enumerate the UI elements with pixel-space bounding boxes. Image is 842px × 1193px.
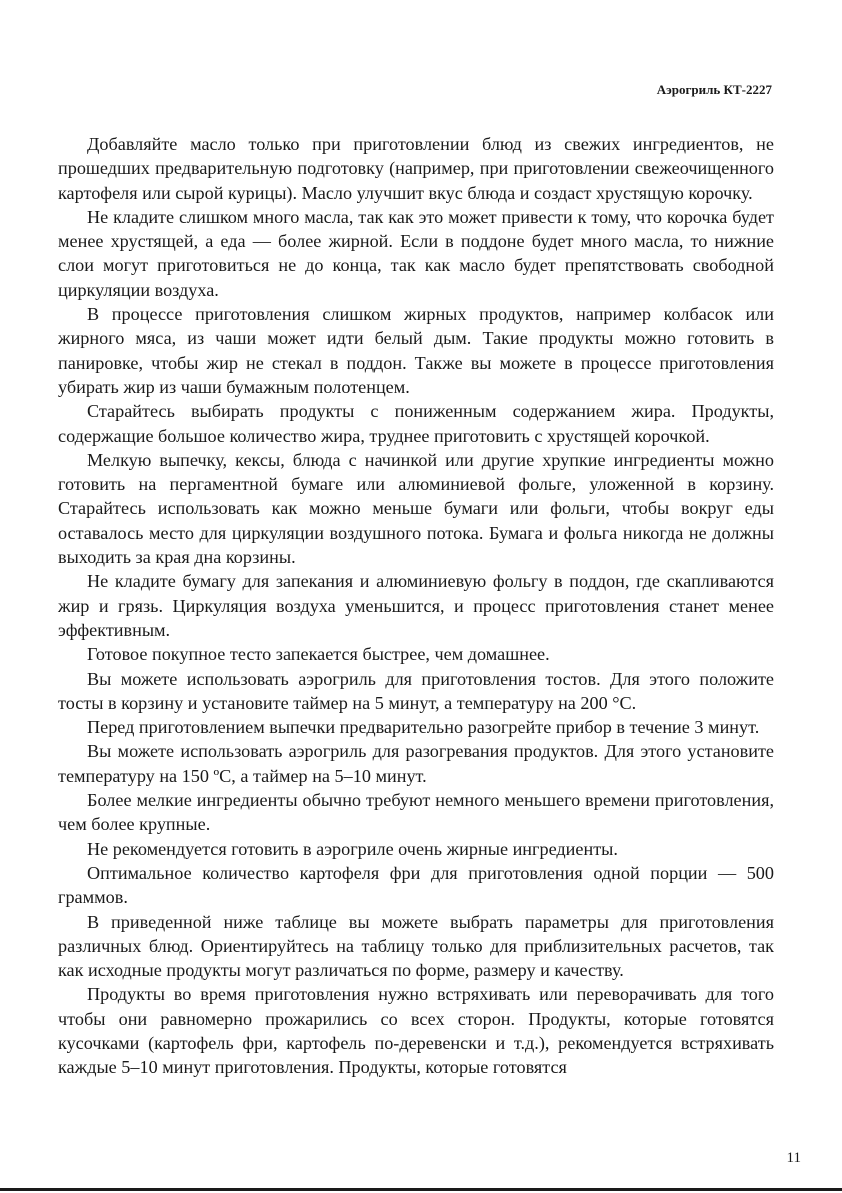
paragraph: Добавляйте масло только при приготовлении блюд из свежих ингредиентов, не прошедших предварительную подготовку (например, при приготовлении свежеочищенного картофеля или сырой курицы). Масло улучшит вкус блюда и создаст хрустящую корочку. [58,134,774,203]
bottom-rule [0,1188,842,1191]
paragraph: Готовое покупное тесто запекается быстрее, чем домашнее. [87,644,550,665]
paragraph: Старайтесь выбирать продукты с пониженным содержанием жира. Продукты, содержащие большое количество жира, труднее приготовить с хрустящей корочкой. [58,401,774,446]
paragraph: Не кладите бумагу для запекания и алюминиевую фольгу в поддон, где скапливаются жир и грязь. Циркуляция воздуха уменьшится, и процесс приготовления станет менее эффективным. [58,571,774,640]
running-header: Аэрогриль КТ-2227 [656,82,772,97]
page-number: 11 [786,1150,801,1166]
paragraph: Вы можете использовать аэрогриль для разогревания продуктов. Для этого установите температуру на 150 ºС, а таймер на 5–10 минут. [58,741,774,786]
paragraph: Не рекомендуется готовить в аэрогриле очень жирные ингредиенты. [87,838,618,859]
paragraph: Не кладите слишком много масла, так как это может привести к тому, что корочка будет менее хрустящей, а еда — более жирной. Если в поддоне будет много масла, то нижние слои могут приготовиться не до конца, так как масло будет препятствовать свободной циркуляции воздуха. [58,206,774,300]
paragraph: В приведенной ниже таблице вы можете выбрать параметры для приготовления различных блюд. Ориентируйтесь на таблицу только для приблизительных расчетов, так как исходные продукты могут различаться по форме, размеру и качеству. [58,911,774,981]
paragraph: В процессе приготовления слишком жирных продуктов, например колбасок или жирного мяса, из чаши может идти белый дым. Такие продукты можно готовить в панировке, чтобы жир не стекал в поддон. Также вы можете в процессе приготовления убирать жир из чаши бумажным полотенцем. [58,304,774,397]
paragraph: Мелкую выпечку, кексы, блюда с начинкой или другие хрупкие ингредиенты можно готовить на пергаментной бумаге или алюминиевой фольге, уложенной в корзину. Старайтесь использовать как можно меньше бумаги или фольги, чтобы вокруг еды оставалось место для циркуляции воздушного потока. Бумага и фольга никогда не должны выходить за края дна корзины. [58,449,774,568]
paragraph: Перед приготовлением выпечки предварительно разогрейте прибор в течение 3 минут. [87,717,760,738]
paragraph: Оптимальное количество картофеля фри для приготовления одной порции — 500 граммов. [58,862,774,908]
body-text [58,132,774,1080]
paragraph: Продукты во время приготовления нужно встряхивать или переворачивать для того чтобы они равномерно прожарились со всех сторон. Продукты, которые готовятся кусочками (картофель фри, картофель по-деревенски и т.д.), рекомендуется встряхивать каждые 5–10 минут приготовления. Продукты, которые готовятся [58,984,774,1078]
paragraph: Более мелкие ингредиенты обычно требуют немного меньшего времени приготовления, чем более крупные. [58,790,774,835]
paragraph: Вы можете использовать аэрогриль для приготовления тостов. Для этого положите тосты в корзину и установите таймер на 5 минут, а температуру на 200 °C. [58,668,774,713]
